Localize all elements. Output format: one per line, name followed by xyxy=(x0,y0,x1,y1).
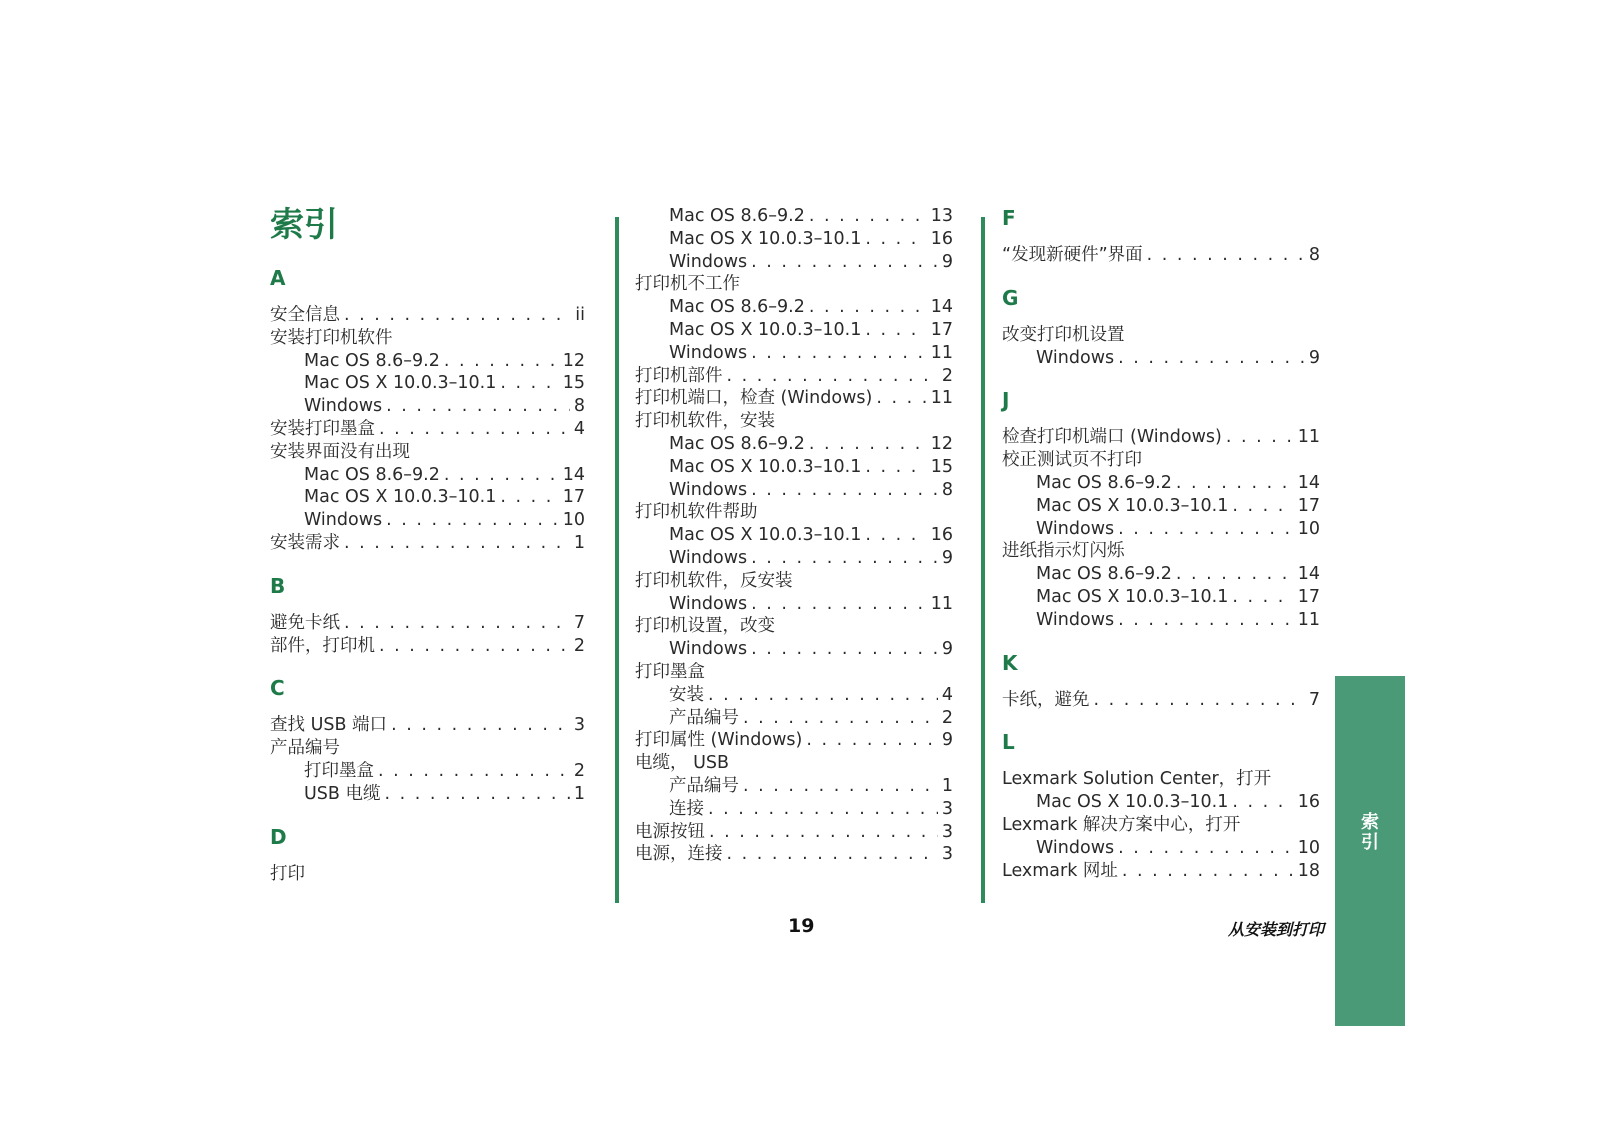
index-entries xyxy=(1002,244,1320,267)
entry-label: 检查打印机端口 (Windows) xyxy=(1002,427,1222,448)
index-group xyxy=(270,265,585,555)
dot-leader xyxy=(379,635,570,658)
entry-label: Mac OS X 10.0.3–10.1 xyxy=(1036,495,1229,516)
entry-label: 打印机软件，安装 xyxy=(635,411,775,432)
entry-label: 打印机软件帮助 xyxy=(635,502,758,523)
index-entry xyxy=(635,273,953,296)
entry-label: 安装需求 xyxy=(270,532,340,553)
index-entry xyxy=(1002,689,1320,712)
entry-label: Windows xyxy=(669,639,748,660)
dot-leader xyxy=(708,684,938,707)
dot-leader xyxy=(865,524,926,547)
index-group xyxy=(270,675,585,805)
index-entry xyxy=(270,714,585,737)
entry-page-number: 8 xyxy=(573,396,585,417)
index-group xyxy=(270,824,585,886)
entry-page-number: 14 xyxy=(930,297,953,318)
dot-leader xyxy=(1118,518,1294,541)
index-entries xyxy=(1002,689,1320,712)
dot-leader xyxy=(865,319,926,342)
dot-leader xyxy=(1232,586,1293,609)
index-entry xyxy=(1002,814,1320,837)
entry-page-number: 3 xyxy=(941,844,953,865)
entry-label: 卡纸，避免 xyxy=(1002,689,1090,710)
dot-leader xyxy=(809,296,927,319)
index-subentry xyxy=(635,205,953,228)
column-divider-1 xyxy=(615,217,619,903)
dot-leader xyxy=(876,387,926,410)
entry-label: 电源，连接 xyxy=(635,844,723,865)
index-title-wrap xyxy=(270,205,585,245)
index-subentry xyxy=(635,342,953,365)
index-column-2 xyxy=(635,205,953,884)
entry-label: Windows xyxy=(1036,609,1115,630)
entry-label: 打印机部件 xyxy=(635,365,723,386)
entry-page-number: 15 xyxy=(930,456,953,477)
dot-leader xyxy=(344,304,571,327)
index-entry xyxy=(270,418,585,441)
index-letter-heading: G xyxy=(1002,285,1019,310)
index-subentry xyxy=(1002,495,1320,518)
page-number: 19 xyxy=(788,915,815,937)
index-subentry xyxy=(635,593,953,616)
book-title: 从安装到打印 xyxy=(1228,920,1325,939)
entry-label: Mac OS X 10.0.3–10.1 xyxy=(669,319,862,340)
entry-label: 产品编号 xyxy=(270,738,340,759)
entry-label: Windows xyxy=(304,396,383,417)
index-letter-heading: C xyxy=(270,676,285,701)
dot-leader xyxy=(751,251,938,274)
index-entries xyxy=(1002,768,1320,882)
entry-page-number: 17 xyxy=(1297,586,1320,607)
entry-page-number: 12 xyxy=(562,350,585,371)
entry-page-number: 3 xyxy=(941,821,953,842)
dot-leader xyxy=(386,509,559,532)
entry-label: 产品编号 xyxy=(669,775,739,796)
entry-page-number: 10 xyxy=(1297,518,1320,539)
index-subentry xyxy=(270,350,585,373)
entry-page-number: 2 xyxy=(573,760,585,781)
entry-page-number: 9 xyxy=(941,251,953,272)
dot-leader xyxy=(709,821,938,844)
entry-label: 打印机设置，改变 xyxy=(635,616,775,637)
entry-page-number: 1 xyxy=(941,775,953,796)
index-group xyxy=(1002,650,1320,712)
index-subentry xyxy=(635,547,953,570)
dot-leader xyxy=(751,547,938,570)
entry-page-number: 9 xyxy=(941,547,953,568)
entry-page-number: 15 xyxy=(562,373,585,394)
dot-leader xyxy=(806,729,938,752)
entry-label: 安全信息 xyxy=(270,305,340,325)
index-entry xyxy=(635,821,953,844)
index-subentry xyxy=(1002,837,1320,860)
entry-label: Mac OS 8.6–9.2 xyxy=(304,350,440,371)
entry-page-number: 8 xyxy=(1308,245,1320,265)
entry-label: 打印 xyxy=(270,863,305,884)
entry-label: Mac OS X 10.0.3–10.1 xyxy=(304,373,497,394)
index-entry xyxy=(635,365,953,388)
entry-label: “发现新硬件”界面 xyxy=(1002,245,1143,265)
entry-label: 打印墨盒 xyxy=(635,661,705,682)
entry-label: Windows xyxy=(304,510,383,531)
entry-page-number: 11 xyxy=(1297,609,1320,630)
entry-page-number: 4 xyxy=(573,418,585,439)
dot-leader xyxy=(500,486,558,509)
dot-leader xyxy=(751,479,938,502)
index-subentry xyxy=(635,296,953,319)
index-letter-heading: F xyxy=(1002,206,1016,230)
entry-page-number: 12 xyxy=(930,433,953,454)
entry-label: Windows xyxy=(669,342,748,363)
index-entry xyxy=(270,441,585,464)
dot-leader xyxy=(1118,347,1305,370)
index-entries xyxy=(270,714,585,805)
index-subentry xyxy=(635,456,953,479)
entry-label: 校正测试页不打印 xyxy=(1002,450,1142,471)
entry-label: 打印机软件，反安装 xyxy=(635,570,793,591)
index-entry xyxy=(1002,426,1320,449)
index-subentry xyxy=(1002,563,1320,586)
dot-leader xyxy=(727,843,938,866)
dot-leader xyxy=(708,798,938,821)
entry-label: 避免卡纸 xyxy=(270,612,340,633)
index-entry xyxy=(270,737,585,760)
entry-page-number: 7 xyxy=(573,612,585,633)
entry-label: Windows xyxy=(669,547,748,568)
entry-label: Windows xyxy=(669,251,748,272)
dot-leader xyxy=(500,372,558,395)
dot-leader xyxy=(751,593,927,616)
index-subentry xyxy=(1002,347,1320,370)
dot-leader xyxy=(391,714,570,737)
index-entry xyxy=(1002,540,1320,563)
entry-page-number: 16 xyxy=(930,525,953,546)
index-letter-heading: A xyxy=(270,266,286,290)
dot-leader xyxy=(1226,426,1294,449)
dot-leader xyxy=(1176,563,1294,586)
dot-leader xyxy=(1147,244,1305,267)
index-entry xyxy=(270,532,585,555)
index-subentry xyxy=(1002,586,1320,609)
entry-label: 打印墨盒 xyxy=(304,760,374,781)
index-entry xyxy=(1002,768,1320,791)
index-entries xyxy=(1002,324,1320,370)
index-group xyxy=(1002,729,1320,882)
index-subentry xyxy=(270,372,585,395)
index-entry xyxy=(635,387,953,410)
index-subentry xyxy=(270,509,585,532)
index-subentry xyxy=(270,395,585,418)
entry-page-number: 1 xyxy=(573,532,585,553)
entry-label: 连接 xyxy=(669,798,704,819)
index-group xyxy=(1002,387,1320,631)
index-entry xyxy=(635,501,953,524)
entry-label: USB 电缆 xyxy=(304,783,381,804)
entry-page-number: 3 xyxy=(941,798,953,819)
entry-label: 电缆， USB xyxy=(635,753,729,774)
index-subentry xyxy=(635,775,953,798)
index-groups xyxy=(635,205,953,866)
index-entry xyxy=(270,635,585,658)
dot-leader xyxy=(743,707,938,730)
entry-label: 部件，打印机 xyxy=(270,635,375,656)
dot-leader xyxy=(1118,609,1294,632)
entry-label: Windows xyxy=(669,479,748,500)
index-letter-heading: K xyxy=(1002,650,1018,675)
entry-label: Mac OS X 10.0.3–10.1 xyxy=(669,525,862,546)
index-group xyxy=(270,573,585,658)
entry-label: Mac OS 8.6–9.2 xyxy=(669,297,805,318)
entry-page-number: 14 xyxy=(562,464,585,485)
dot-leader xyxy=(1118,837,1294,860)
entry-page-number: 10 xyxy=(562,510,585,531)
entry-label: Mac OS X 10.0.3–10.1 xyxy=(1036,586,1229,607)
dot-leader xyxy=(379,418,570,441)
index-subentry xyxy=(270,760,585,783)
index-entry xyxy=(635,410,953,433)
dot-leader xyxy=(444,350,559,373)
dot-leader xyxy=(727,365,938,388)
index-entry xyxy=(635,752,953,775)
dot-leader xyxy=(344,612,570,635)
entry-label: Mac OS 8.6–9.2 xyxy=(669,206,805,226)
index-entry xyxy=(1002,449,1320,472)
entry-label: Mac OS 8.6–9.2 xyxy=(669,433,805,454)
entry-page-number: 16 xyxy=(1297,792,1320,813)
entry-page-number: 18 xyxy=(1297,860,1320,881)
index-column-3 xyxy=(1002,205,1320,900)
index-subentry xyxy=(1002,791,1320,814)
dot-leader xyxy=(1122,860,1294,883)
entry-page-number: 10 xyxy=(1297,837,1320,858)
index-entry xyxy=(1002,860,1320,883)
dot-leader xyxy=(444,464,559,487)
entry-label: Mac OS X 10.0.3–10.1 xyxy=(669,456,862,477)
entry-page-number: 9 xyxy=(941,730,953,751)
index-entry xyxy=(1002,324,1320,347)
index-entry xyxy=(270,327,585,350)
index-entries xyxy=(635,205,953,866)
index-subentry xyxy=(635,524,953,547)
entry-page-number: 17 xyxy=(1297,495,1320,516)
entry-page-number: 2 xyxy=(573,635,585,656)
index-letter-heading: J xyxy=(1002,388,1010,413)
entry-page-number: 2 xyxy=(941,707,953,728)
entry-label: Windows xyxy=(1036,518,1115,539)
entry-page-number: 17 xyxy=(562,487,585,508)
entry-page-number: 7 xyxy=(1308,689,1320,710)
index-entry xyxy=(635,570,953,593)
dot-leader xyxy=(385,783,570,806)
entry-label: Mac OS 8.6–9.2 xyxy=(1036,564,1172,585)
entry-page-number: 8 xyxy=(941,479,953,500)
entry-page-number: 4 xyxy=(941,684,953,705)
index-entries xyxy=(1002,426,1320,631)
dot-leader xyxy=(751,342,927,365)
index-entry xyxy=(635,661,953,684)
entry-page-number: 13 xyxy=(930,206,953,226)
entry-label: 打印属性 (Windows) xyxy=(635,730,803,751)
dot-leader xyxy=(1094,689,1305,712)
index-subentry xyxy=(270,783,585,806)
dot-leader xyxy=(1232,791,1293,814)
entry-label: Mac OS 8.6–9.2 xyxy=(1036,472,1172,493)
entry-label: 查找 USB 端口 xyxy=(270,715,388,736)
index-subentry xyxy=(635,228,953,251)
side-tab-label: 索引 xyxy=(1358,812,1379,852)
entry-label: 安装打印机软件 xyxy=(270,327,393,348)
entry-label: 改变打印机设置 xyxy=(1002,324,1125,345)
index-entry xyxy=(635,729,953,752)
entry-label: 安装打印墨盒 xyxy=(270,418,375,439)
index-group xyxy=(1002,285,1320,370)
index-entry xyxy=(635,615,953,638)
entry-label: 电源按钮 xyxy=(635,821,705,842)
entry-page-number: 14 xyxy=(1297,472,1320,493)
entry-page-number: 9 xyxy=(1308,347,1320,368)
dot-leader xyxy=(751,638,938,661)
entry-label: Mac OS X 10.0.3–10.1 xyxy=(1036,792,1229,813)
entry-label: Windows xyxy=(669,593,748,614)
index-subentry xyxy=(635,798,953,821)
index-column-1 xyxy=(270,205,585,903)
index-subentry xyxy=(635,319,953,342)
index-entry xyxy=(1002,244,1320,267)
index-entries xyxy=(270,863,585,886)
dot-leader xyxy=(378,760,570,783)
entry-label: Lexmark 解决方案中心，打开 xyxy=(1002,814,1241,835)
index-letter-heading: L xyxy=(1002,730,1015,755)
dot-leader xyxy=(386,395,570,418)
index-entry xyxy=(270,304,585,327)
index-subentry xyxy=(270,464,585,487)
index-entry xyxy=(270,612,585,635)
dot-leader xyxy=(809,433,927,456)
index-subentry xyxy=(270,486,585,509)
index-subentry xyxy=(635,479,953,502)
entry-page-number: 11 xyxy=(930,388,953,409)
index-entry xyxy=(270,863,585,886)
dot-leader xyxy=(743,775,938,798)
index-subentry xyxy=(1002,518,1320,541)
index-groups xyxy=(270,265,585,885)
index-subentry xyxy=(1002,472,1320,495)
entry-page-number: 14 xyxy=(1297,564,1320,585)
entry-label: 打印机不工作 xyxy=(635,274,740,295)
index-subentry xyxy=(635,251,953,274)
dot-leader xyxy=(865,456,926,479)
dot-leader xyxy=(1176,472,1294,495)
entry-page-number: 11 xyxy=(1297,427,1320,448)
entry-label: Mac OS X 10.0.3–10.1 xyxy=(304,487,497,508)
index-groups xyxy=(1002,205,1320,882)
entry-page-number: 2 xyxy=(941,365,953,386)
entry-label: 安装界面没有出现 xyxy=(270,441,410,462)
index-subentry xyxy=(1002,609,1320,632)
entry-label: Lexmark Solution Center，打开 xyxy=(1002,769,1272,790)
dot-leader xyxy=(865,228,926,251)
index-group xyxy=(635,205,953,866)
entry-page-number: 17 xyxy=(930,319,953,340)
entry-label: Windows xyxy=(1036,837,1115,858)
column-divider-2 xyxy=(981,217,985,903)
entry-page-number: 9 xyxy=(941,639,953,660)
entry-page-number: 11 xyxy=(930,593,953,614)
page-title: 索引 xyxy=(270,205,338,245)
entry-label: Mac OS X 10.0.3–10.1 xyxy=(669,228,862,249)
entry-label: Mac OS 8.6–9.2 xyxy=(304,464,440,485)
dot-leader xyxy=(1232,495,1293,518)
entry-label: 进纸指示灯闪烁 xyxy=(1002,541,1125,562)
entry-label: 安装 xyxy=(669,684,704,705)
dot-leader xyxy=(344,532,570,555)
dot-leader xyxy=(809,205,927,228)
entry-page-number: 1 xyxy=(573,783,585,804)
index-group xyxy=(1002,205,1320,267)
entry-label: Lexmark 网址 xyxy=(1002,860,1118,881)
entry-label: 产品编号 xyxy=(669,707,739,728)
index-letter-heading: D xyxy=(270,824,287,849)
index-subentry xyxy=(635,707,953,730)
index-letter-heading: B xyxy=(270,573,286,598)
entry-page-number: 11 xyxy=(930,342,953,363)
entry-label: 打印机端口，检查 (Windows) xyxy=(635,388,873,409)
index-subentry xyxy=(635,433,953,456)
entry-label: Windows xyxy=(1036,347,1115,368)
entry-page-number: 3 xyxy=(573,715,585,736)
index-entries xyxy=(270,304,585,555)
index-subentry xyxy=(635,684,953,707)
entry-page-number: ii xyxy=(575,305,585,325)
index-entries xyxy=(270,612,585,658)
index-subentry xyxy=(635,638,953,661)
entry-page-number: 16 xyxy=(930,228,953,249)
index-entry xyxy=(635,843,953,866)
